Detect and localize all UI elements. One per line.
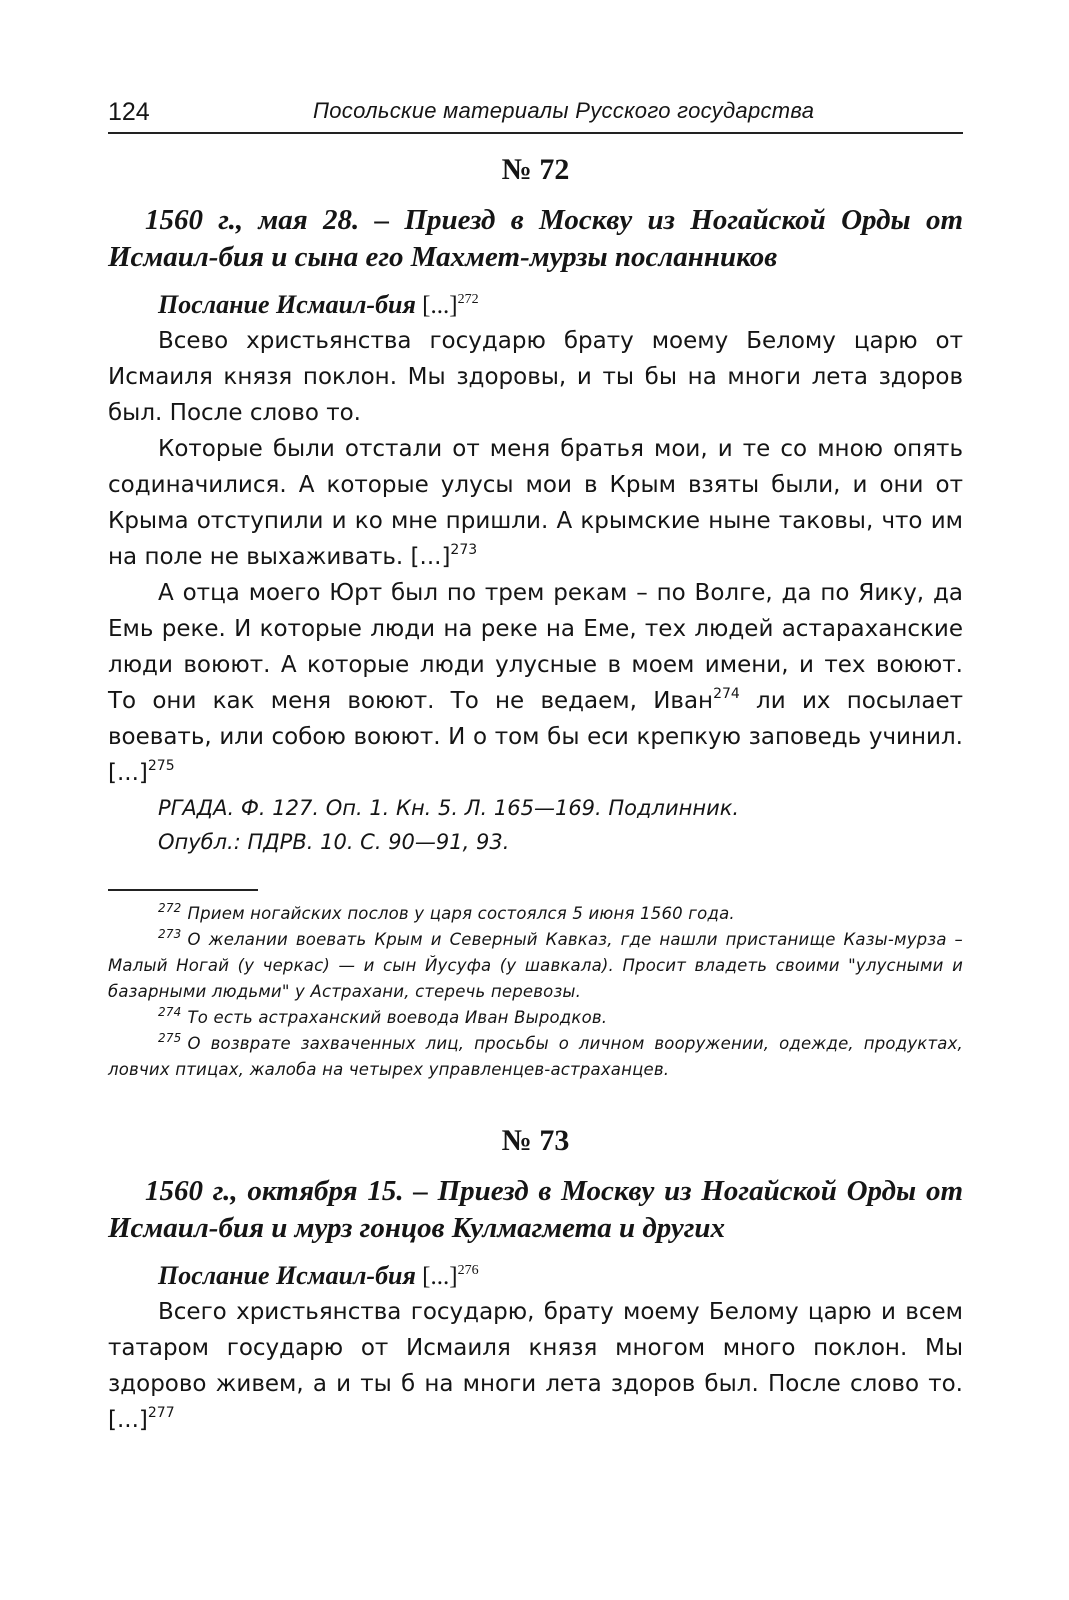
archival-source: РГАДА. Ф. 127. Оп. 1. Кн. 5. Л. 165—169. Подлинник. <box>158 796 740 820</box>
document-heading: 1560 г., октября 15. – Приезд в Москву из Ногайской Орды от Исмаил-бия и мурз гонцов Кулмагмета и других <box>108 1175 963 1244</box>
publication-source: Опубл.: ПДРВ. 10. С. 90—91, 93. <box>158 830 510 854</box>
paragraph-text: А отца моего Юрт был по трем рекам – по Волге, да по Яику, да Емь реке. И которые люди на реке на Еме, тех людей астараханские люди воюют. А которые люди улусные в моем имени, и тех воюют. То они как меня воюют. То не ведаем, Иван <box>108 580 963 714</box>
document-subheading <box>108 288 963 323</box>
paragraph: Всево христьянства государю брату моему Белому царю от Исмаиля князя поклон. Мы здоровы, и ты бы на многи лета здоров был. После слово то. <box>108 328 963 426</box>
footnote-number: 273 <box>158 927 182 941</box>
footnote-text: О желании воевать Крым и Северный Кавказ, где нашли пристанище Казы-мурза – Малый Ногай (у черкас) — и сын Йусуфа (у шавкала). Просит владеть своими "улусными и базарными людьми" у Астрахани, стеречь перевозы. <box>108 930 963 1001</box>
footnote-number: 272 <box>158 901 182 915</box>
ellipsis-mark: [...] <box>108 760 148 786</box>
paragraph <box>108 575 963 791</box>
footnote-number: 274 <box>158 1005 182 1019</box>
subheading-title: Послание Исмаил-бия <box>158 1261 416 1290</box>
footnote-ref[interactable]: 274 <box>713 686 740 702</box>
paragraph-text: Которые были отстали от меня братья мои, и те со мною опять содиначилися. А которые улусы мои в Крым взяты были, и они от Крыма отступили и ко мне пришли. А крымские ныне таковы, что им на поле не выхаживать. <box>108 436 963 570</box>
page-number: 124 <box>108 98 150 126</box>
document-number: № 73 <box>501 1124 570 1157</box>
document-number: № 72 <box>501 153 570 186</box>
footnote-number: 275 <box>158 1031 182 1045</box>
footnote-ref[interactable]: 273 <box>450 542 478 558</box>
footnote-ref[interactable]: 275 <box>147 758 175 774</box>
footnote-text: О возврате захваченных лиц, просьбы о личном вооружении, одежде, продуктах, ловчих птицах, жалоба на четырех управленцев-астраханцев. <box>108 1034 963 1079</box>
footnotes <box>108 901 963 1083</box>
footnote-ref[interactable]: 276 <box>457 1263 479 1278</box>
footnote <box>108 1031 963 1083</box>
document-72 <box>108 152 963 859</box>
footnote-ref[interactable]: 277 <box>147 1405 175 1421</box>
footnote-ref[interactable]: 272 <box>457 292 479 307</box>
ellipsis-mark: [...] <box>422 292 458 319</box>
document-73 <box>108 1123 963 1438</box>
footnote <box>108 1005 963 1031</box>
running-header <box>108 92 963 134</box>
footnote-divider <box>108 889 258 891</box>
paragraph <box>108 1294 963 1438</box>
subheading-title: Послание Исмаил-бия <box>158 290 416 319</box>
footnote-text: Прием ногайских послов у царя состоялся 5 июня 1560 года. <box>187 904 735 923</box>
document-page <box>108 92 963 1438</box>
document-subheading <box>108 1259 963 1294</box>
paragraph-text: ли их посылает воевать, или собою воюют. И о том бы еси крепкую заповедь учинил. <box>108 688 963 750</box>
running-title: Посольские материалы Русского государства <box>313 98 815 123</box>
ellipsis-mark: [...] <box>422 1263 458 1290</box>
footnote <box>108 901 963 927</box>
footnote <box>108 927 963 1005</box>
paragraph <box>108 431 963 575</box>
footnote-text: То есть астраханский воевода Иван Выродков. <box>187 1008 608 1027</box>
document-heading: 1560 г., мая 28. – Приезд в Москву из Ногайской Орды от Исмаил-бия и сына его Махмет-мурзы посланников <box>108 204 963 273</box>
paragraph-text: Всего христьянства государю, брату моему Белому царю и всем татаром государю от Исмаиля князя многом много поклон. Мы здорово живем, а и ты б на многи лета здоров был. После слово то. <box>108 1299 963 1397</box>
ellipsis-mark: [...] <box>410 544 451 570</box>
ellipsis-mark: [...] <box>108 1407 148 1433</box>
